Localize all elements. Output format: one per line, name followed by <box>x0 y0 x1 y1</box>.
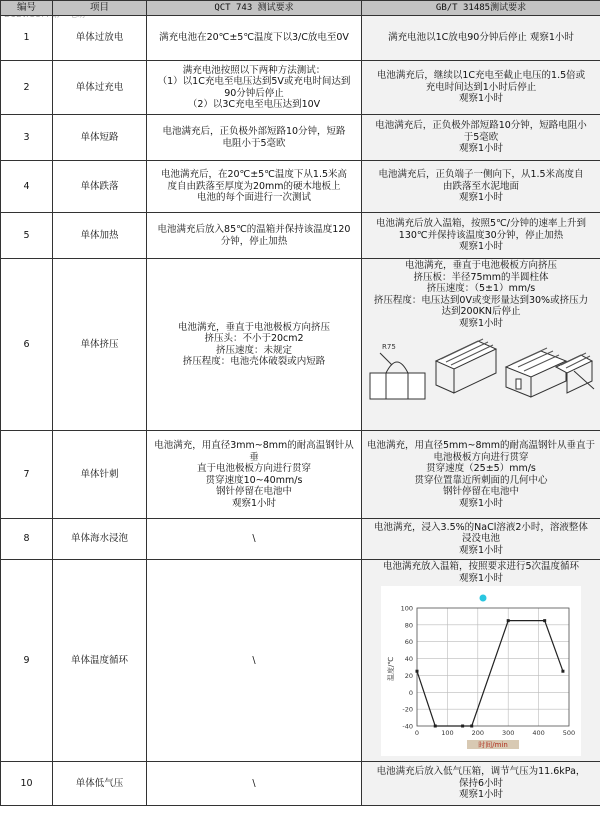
row-qct <box>147 16 362 61</box>
row-item: 单体挤压 <box>53 259 147 431</box>
text-line: 电池满充后，正负极外部短路10分钟，短路 <box>162 126 346 137</box>
y-tick-label: 60 <box>404 638 413 647</box>
x-tick-label: 400 <box>532 729 545 737</box>
y-tick-label: 100 <box>400 604 413 613</box>
row-qct: \ <box>147 519 362 560</box>
text-line: 挤压程度：电压达到0V或变形量达到30%或挤压力 <box>373 294 589 306</box>
header-item: 项目 <box>53 1 147 16</box>
row-gbt <box>362 213 600 259</box>
row-number: 2 <box>1 61 53 115</box>
row-number: 8 <box>1 519 53 560</box>
data-point <box>470 725 473 728</box>
row-item: 单体温度循环 <box>53 560 147 762</box>
table-row <box>1 560 600 762</box>
text-line: 电池满充后放入低气压箱，调节气压为11.6kPa， <box>376 766 586 778</box>
text-line: 电池满充，用直径5mm~8mm的耐高温钢针从垂直于 <box>366 440 596 451</box>
text-line: 贯穿速度10~40mm/s <box>205 474 303 486</box>
x-tick-label: 200 <box>471 729 485 737</box>
row-qct <box>147 115 362 161</box>
text-line: 直于电池极板方向进行贯穿 <box>196 463 311 474</box>
row-item: 单体海水浸泡 <box>53 519 147 560</box>
text-line: 电池满充放入温箱，按照要求进行5次温度循环 <box>382 561 580 572</box>
text-line: 电池满充后放入85℃的温箱并保持该温度120 <box>157 224 351 235</box>
header-gbt: GB/T 31485测试要求 <box>362 1 600 16</box>
text-line: 电阻小于5毫欧 <box>222 137 286 149</box>
row-gbt <box>362 161 600 213</box>
text-line: 钢针停留在电池中 <box>215 486 292 497</box>
cylinder-group-1 <box>436 339 496 393</box>
x-tick-label: 100 <box>441 729 454 737</box>
row-gbt <box>362 259 600 431</box>
text-line: 130℃并保持该温度30分钟，停止加热 <box>398 229 564 241</box>
row-gbt <box>362 61 600 115</box>
text-line: 观察1小时 <box>231 497 277 509</box>
x-tick-label: 500 <box>562 729 576 737</box>
y-tick-label: 0 <box>408 688 413 697</box>
row-gbt <box>362 115 600 161</box>
text-line: 挤压头：不小于20cm2 <box>204 333 304 344</box>
text-line: 达到200KN后停止 <box>441 306 521 317</box>
row-qct <box>147 259 362 431</box>
text-line: 贯穿位置靠近所刺面的几何中心 <box>414 474 548 486</box>
text-line: 由跌落至水泥地面 <box>442 180 519 192</box>
text-line: 度自由跌落至厚度为20mm的硬木地板上 <box>167 180 341 192</box>
text-line: 观察1小时 <box>458 241 504 253</box>
text-line: 挤压速度：未规定 <box>215 344 292 356</box>
table-row <box>1 762 600 806</box>
text-line: 观察1小时 <box>458 192 504 204</box>
crush-test-diagram <box>366 331 596 411</box>
text-line: 充电时间达到1小时后停止 <box>425 81 537 93</box>
y-tick-label: 40 <box>404 655 413 664</box>
data-point <box>434 725 437 728</box>
text-line: 电池满充，垂直于电池极板方向挤压 <box>404 260 557 271</box>
row-item: 单体过放电 <box>53 16 147 61</box>
data-point <box>507 619 510 622</box>
table-row <box>1 16 600 61</box>
row-number: 5 <box>1 213 53 259</box>
row-gbt <box>362 16 600 61</box>
data-point <box>461 725 464 728</box>
text-line: 电池极板方向进行贯穿 <box>433 451 529 463</box>
y-tick-label: 20 <box>404 671 413 680</box>
text-line: 观察1小时 <box>458 143 504 155</box>
text-line: （1）以1C充电至电压达到5V或充电时间达到 <box>157 76 351 87</box>
row-qct <box>147 213 362 259</box>
text-line: 电池满充，用直径3mm~8mm的耐高温钢针从垂 <box>154 440 354 463</box>
row-qct <box>147 161 362 213</box>
text-line: 挤压程度：电池壳体破裂或内短路 <box>182 356 326 367</box>
row-item: 单体加热 <box>53 213 147 259</box>
y-tick-label: 80 <box>404 621 413 630</box>
table-row <box>1 115 600 161</box>
row-number: 6 <box>1 259 53 431</box>
row-qct <box>147 431 362 519</box>
text-line: 挤压速度：（5±1）mm/s <box>426 283 536 294</box>
text-line: 观察1小时 <box>458 317 504 329</box>
text-line: 90分钟后停止 <box>224 87 284 99</box>
text-line: 电池满充后放入温箱，按照5℃/分钟的速率上升到 <box>376 218 586 230</box>
row-item: 单体针刺 <box>53 431 147 519</box>
row-qct <box>147 61 362 115</box>
text-line: 电池满充，垂直于电池极板方向挤压 <box>177 321 330 333</box>
table-row <box>1 519 600 560</box>
half-cylinder <box>386 362 408 373</box>
table-row <box>1 213 600 259</box>
row-number: 3 <box>1 115 53 161</box>
row-number: 1 <box>1 16 53 61</box>
temperature-cycle-chart <box>381 586 581 756</box>
row-number: 4 <box>1 161 53 213</box>
row-number: 10 <box>1 762 53 806</box>
text-line: 电池的每个面进行一次测试 <box>196 192 311 204</box>
table-row <box>1 259 600 431</box>
x-tick-label: 0 <box>414 729 420 737</box>
text-line: 观察1小时 <box>458 497 504 509</box>
text-line: 观察1小时 <box>458 93 504 105</box>
text-line: 浸没电池 <box>461 533 500 545</box>
row-gbt <box>362 431 600 519</box>
text-line: 于5毫欧 <box>463 131 499 143</box>
text-line: 钢针停留在电池中 <box>442 486 519 497</box>
header-row <box>1 1 600 16</box>
row-number: 7 <box>1 431 53 519</box>
cylinder-group-2 <box>506 348 566 397</box>
table-row <box>1 161 600 213</box>
data-point <box>561 670 564 673</box>
text-line: 电池满充后，正负端子一侧向下，从1.5米高度自 <box>378 169 584 181</box>
row-qct: \ <box>147 560 362 762</box>
data-point <box>416 670 419 673</box>
x-axis-label: 时间/min <box>478 741 508 749</box>
y-tick-label: -20 <box>402 705 413 714</box>
text-line: 电池满充后，继续以1C充电至截止电压的1.5倍或 <box>376 70 586 82</box>
text-line: 分钟，停止加热 <box>220 235 288 247</box>
row-item: 单体低气压 <box>53 762 147 806</box>
radius-label: R75 <box>382 343 396 351</box>
table-row <box>1 431 600 519</box>
text-line: 保持6小时 <box>458 777 504 789</box>
text-line: 贯穿速度（25±5）mm/s <box>426 463 536 474</box>
text-line: 电池满充，浸入3.5%的NaCl溶液2小时，溶液整体 <box>374 521 588 533</box>
data-point <box>543 619 546 622</box>
text-line: 电池满充后，在20℃±5℃温度下从1.5米高 <box>160 169 348 181</box>
text-line: 满充电池在20℃±5℃温度下以3/C放电至0V <box>159 32 349 44</box>
row-item: 单体短路 <box>53 115 147 161</box>
row-number: 9 <box>1 560 53 762</box>
row-item: 单体过充电 <box>53 61 147 115</box>
row-gbt <box>362 762 600 806</box>
text-line: 观察1小时 <box>458 789 504 801</box>
text-line: （2）以3C充电至电压达到10V <box>187 99 321 110</box>
cell-block-1 <box>370 373 425 399</box>
header-qct: QCT 743 测试要求 <box>147 1 362 16</box>
row-gbt <box>362 519 600 560</box>
text-line: 观察1小时 <box>458 544 504 556</box>
row-qct: \ <box>147 762 362 806</box>
row-item: 单体跌落 <box>53 161 147 213</box>
header-no: 编号 <box>1 1 53 16</box>
text-line: 电池满充后，正负极外部短路10分钟，短路电阻小 <box>375 120 587 132</box>
text-line: 满充电池按照以下两种方法测试： <box>182 64 326 76</box>
marker-dot <box>480 595 487 602</box>
y-axis-label: 温度/℃ <box>387 656 395 681</box>
x-tick-label: 300 <box>501 729 515 737</box>
text-line: 观察1小时 <box>458 572 504 584</box>
row-gbt <box>362 560 600 762</box>
table-row <box>1 61 600 115</box>
text-line: 满充电池以1C放电90分钟后停止 观察1小时 <box>388 32 574 44</box>
text-line: 挤压板：半径75mm的半圆柱体 <box>413 271 549 283</box>
y-tick-label: -40 <box>402 722 413 731</box>
